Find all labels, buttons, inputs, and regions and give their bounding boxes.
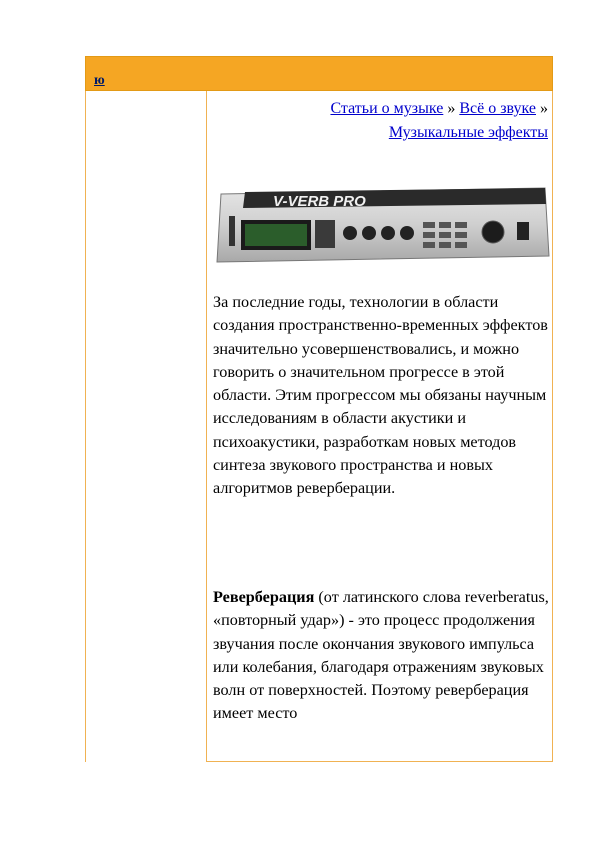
reverb-processor-image	[215, 186, 551, 264]
paragraph-intro: За последние годы, технологии в области создания пространственно-временных эффектов значительно усовершенствовались, и можно говорить о значительном прогрессе в этой области. Этим прогрессом мы обязаны научным исследованиям в области акустики и психоакустики, разработкам новых методов синтеза звукового пространства и новых алгоритмов реверберации.	[213, 293, 548, 498]
paragraph-reverberation-text: (от латинского слова reverberatus, «повторный удар») - это процесс продолжения звучания после окончания звукового импульса или колебания, благодаря отражениям звуковых волн от поверхностей. Поэтому реверберация имеет место	[213, 588, 549, 723]
breadcrumb	[248, 97, 548, 145]
term-reverberation: Реверберация	[213, 588, 315, 606]
left-column-border	[85, 91, 86, 762]
header-link[interactable]: ю	[94, 73, 105, 88]
breadcrumb-separator: »	[536, 100, 548, 117]
paragraph-reverberation	[213, 586, 549, 726]
device-brand: V-VERB PRO	[273, 193, 366, 210]
header-bar	[85, 56, 553, 91]
breadcrumb-link-articles[interactable]: Статьи о музыке	[330, 100, 444, 117]
content-panel	[206, 91, 553, 762]
breadcrumb-link-effects[interactable]: Музыкальные эффекты	[388, 124, 548, 141]
breadcrumb-link-sound[interactable]: Всё о звуке	[459, 100, 536, 117]
breadcrumb-separator: »	[443, 100, 460, 117]
